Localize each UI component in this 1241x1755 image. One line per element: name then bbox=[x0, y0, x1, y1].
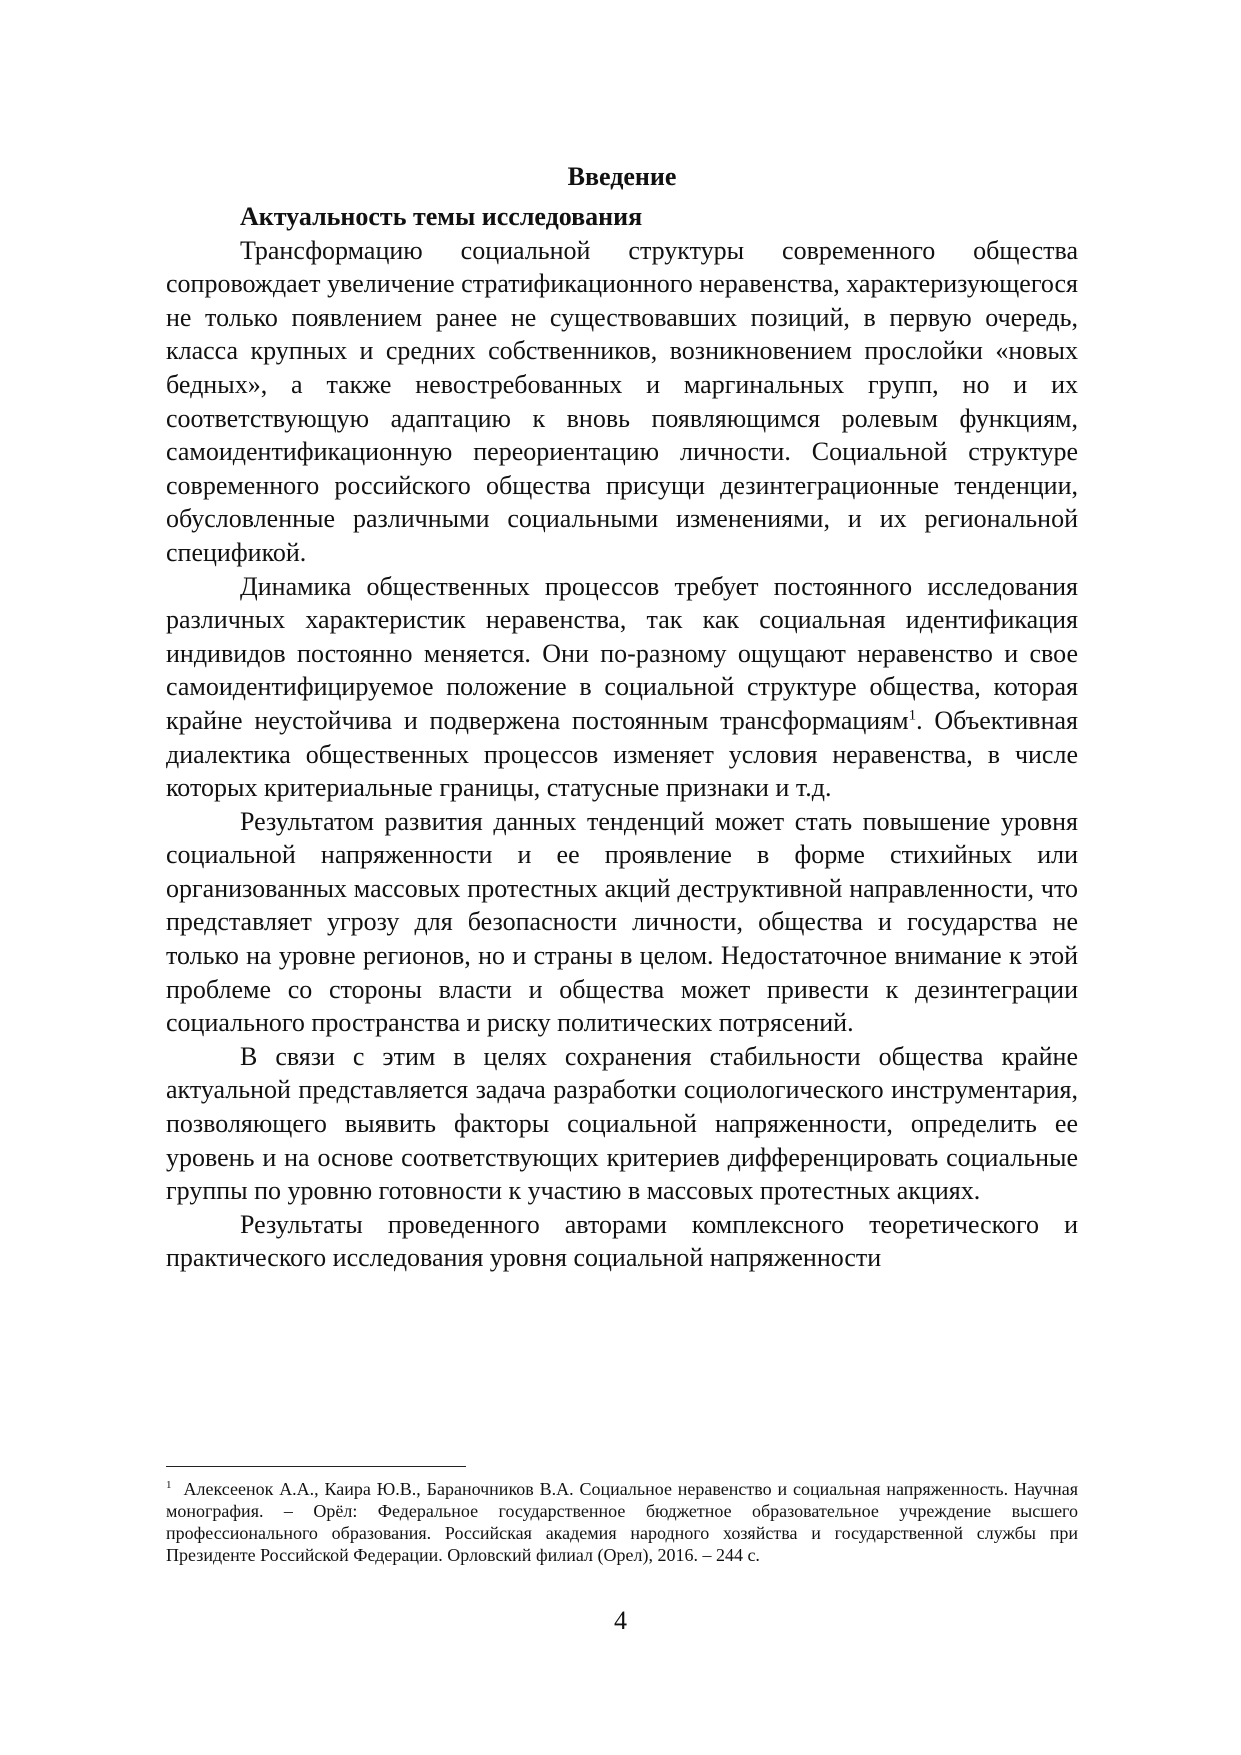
paragraph-1: Трансформацию социальной структуры современного общества сопровождает увеличение стратификационного неравенства, характеризующегося не только появлением ранее не существовавших позиций, в первую очередь, класса крупных и средних собственников, возникновением прослойки «новых бедных», а также невостребованных и маргинальных групп, но и их соответствующую адаптацию к вновь появляющимся ролевым функциям, самоидентификационную переориентацию личности. Социальной структуре современного российского общества присущи дезинтеграционные тенденции, обусловленные различными социальными изменениями, и их региональной спецификой. bbox=[166, 235, 1078, 567]
footnote bbox=[166, 1478, 1078, 1566]
paragraph-2 bbox=[166, 570, 1078, 805]
paragraph-2-text-end: . Объективная диалектика общественных процессов изменяет условия неравенства, в числе которых критериальные границы, статусные признаки и т.д. bbox=[166, 705, 1078, 803]
paragraph-3: Результатом развития данных тенденций может стать повышение уровня социальной напряженности и ее проявление в форме стихийных или организованных массовых протестных акций деструктивной направленности, что представляет угрозу для безопасности личности, общества и государства не только на уровне регионов, но и страны в целом. Недостаточное внимание к этой проблеме со стороны власти и общества может привести к дезинтеграции социального пространства и риску политических потрясений. bbox=[166, 806, 1078, 1038]
section-heading: Актуальность темы исследования bbox=[240, 202, 643, 231]
page-title: Введение bbox=[567, 162, 677, 191]
page-number: 4 bbox=[614, 1606, 627, 1635]
footnote-mark: 1 bbox=[166, 1479, 172, 1491]
footnote-divider bbox=[166, 1466, 466, 1467]
paragraph-5: Результаты проведенного авторами комплексного теоретического и практического исследования уровня социальной напряженности bbox=[166, 1209, 1078, 1273]
main-text bbox=[166, 160, 1078, 1275]
paragraph-2-text-start: Динамика общественных процессов требует постоянного исследования различных характеристик неравенства, так как социальная идентификация индивидов постоянно меняется. Они по-разному ощущают неравенство и свое самоидентифицируемое положение в социальной структуре общества, которая крайне неустойчива и подвержена постоянным трансформациям bbox=[166, 571, 1078, 735]
footnote-reference[interactable]: 1 bbox=[908, 707, 917, 724]
footnote-text: Алексеенок А.А., Каира Ю.В., Бараночников В.А. Социальное неравенство и социальная напряженность. Научная монография. – Орёл: Федеральное государственное бюджетное образовательное учреждение высшего профессионального образования. Российская академия народного хозяйства и государственной службы при Президенте Российской Федерации. Орловский филиал (Орел), 2016. – 244 с. bbox=[166, 1479, 1078, 1565]
paragraph-4: В связи с этим в целях сохранения стабильности общества крайне актуальной представляется задача разработки социологического инструментария, позволяющего выявить факторы социальной напряженности, определить ее уровень и на основе соответствующих критериев дифференцировать социальные группы по уровню готовности к участию в массовых протестных акциях. bbox=[166, 1041, 1078, 1206]
